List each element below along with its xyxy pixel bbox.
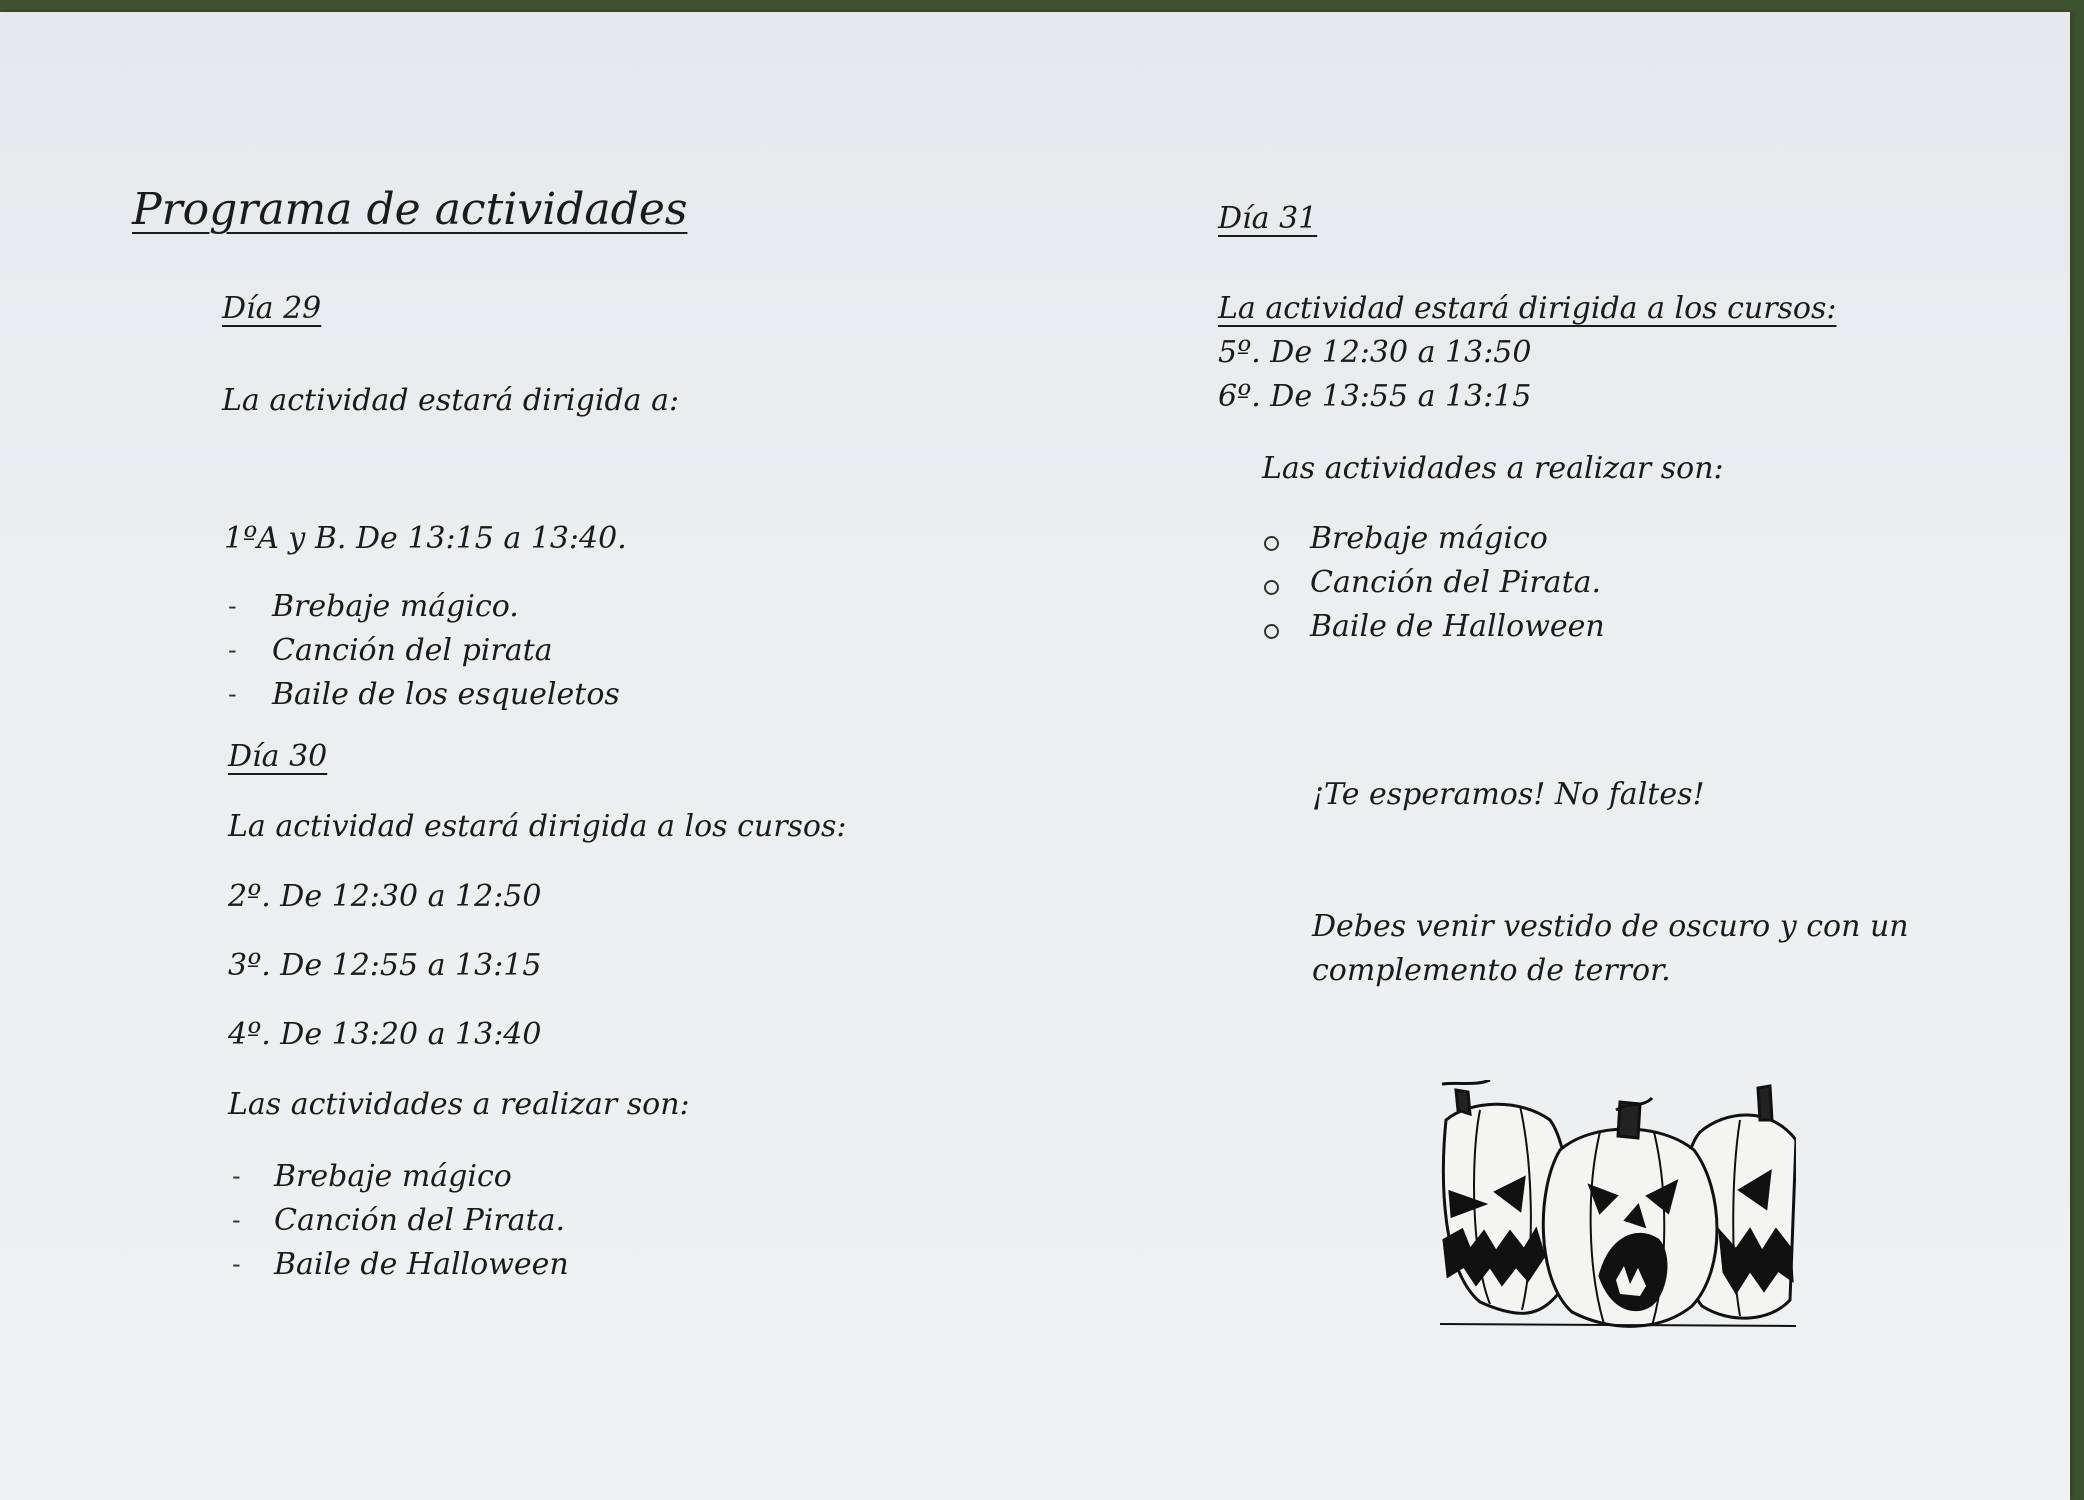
dash-bullet: -: [228, 636, 237, 664]
dress-code-line-1: Debes venir vestido de oscuro y con un: [1312, 909, 1909, 944]
closing-greeting: ¡Te esperamos! No faltes!: [1312, 777, 1705, 812]
day30-schedule-3: 4º. De 13:20 a 13:40: [228, 1017, 542, 1052]
day29-schedule: 1ºA y B. De 13:15 a 13:40.: [224, 521, 627, 556]
circle-bullet: [1264, 580, 1279, 595]
day29-heading: Día 29: [222, 291, 322, 326]
day30-activity-3: Baile de Halloween: [274, 1247, 569, 1282]
day30-activity-2: Canción del Pirata.: [274, 1203, 566, 1238]
dash-bullet: -: [232, 1250, 241, 1278]
page-title: Programa de actividades: [132, 184, 688, 235]
dash-bullet: -: [232, 1206, 241, 1234]
day31-activity-2: Canción del Pirata.: [1310, 565, 1602, 600]
dash-bullet: -: [228, 592, 237, 620]
day31-schedule-1: 5º. De 12:30 a 13:50: [1218, 335, 1532, 370]
day29-activity-3: Baile de los esqueletos: [272, 677, 620, 712]
dash-bullet: -: [228, 680, 237, 708]
day31-intro: La actividad estará dirigida a los cursos:: [1218, 291, 1837, 326]
day30-intro: La actividad estará dirigida a los cursos:: [228, 809, 847, 844]
day31-heading: Día 31: [1218, 201, 1318, 236]
day31-activity-3: Baile de Halloween: [1310, 609, 1605, 644]
circle-bullet: [1264, 536, 1279, 551]
dash-bullet: -: [232, 1162, 241, 1190]
day30-activities-intro: Las actividades a realizar son:: [228, 1087, 690, 1122]
paper-sheet: [0, 12, 2070, 1500]
jack-o-lantern-pumpkins-image: [1440, 1080, 1796, 1330]
middle-pumpkin: [1543, 1098, 1717, 1326]
day30-schedule-2: 3º. De 12:55 a 13:15: [228, 948, 542, 983]
day30-schedule-1: 2º. De 12:30 a 12:50: [228, 879, 542, 914]
circle-bullet: [1264, 624, 1279, 639]
day29-activity-1: Brebaje mágico.: [272, 589, 519, 624]
day30-activity-1: Brebaje mágico: [274, 1159, 512, 1194]
day30-heading: Día 30: [228, 739, 328, 774]
day31-activity-1: Brebaje mágico: [1310, 521, 1548, 556]
day29-intro: La actividad estará dirigida a:: [222, 383, 680, 418]
day29-activity-2: Canción del pirata: [272, 633, 553, 668]
day31-activities-intro: Las actividades a realizar son:: [1262, 451, 1724, 486]
day31-schedule-2: 6º. De 13:55 a 13:15: [1218, 379, 1532, 414]
dress-code-line-2: complemento de terror.: [1312, 953, 1671, 988]
